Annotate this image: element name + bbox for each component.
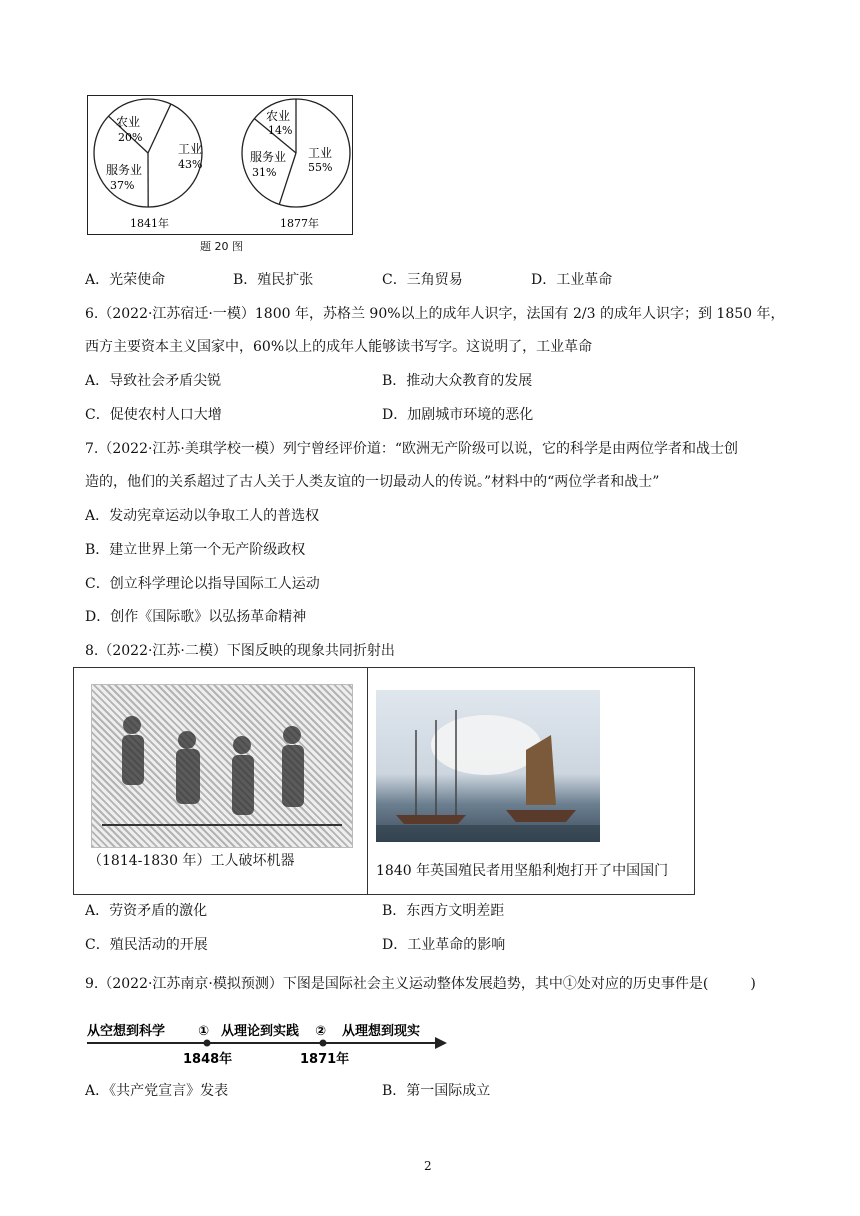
year-1871: 1871年 <box>300 1052 350 1067</box>
q9-option-a[interactable]: A．《共产党宣言》发表 <box>85 1083 229 1099</box>
pie1-slice-boundary-工业 <box>148 104 171 153</box>
stage-utopia-to-science: 从空想到科学 <box>87 1024 166 1039</box>
q7-stem-line2: 造的，他们的关系超过了古人关于人类友谊的一切最动人的传说。”材料中的“两位学者和战士” <box>85 474 660 490</box>
socialism-timeline <box>85 1013 450 1069</box>
painting-sketch <box>376 690 600 842</box>
year-1848: 1848年 <box>183 1052 233 1067</box>
q8-stem: 8.（2022·江苏·二模）下图反映的现象共同折射出 <box>85 643 395 659</box>
pie1-industry-pct: 43% <box>178 158 203 171</box>
opium-war-ships-image <box>376 690 600 842</box>
q7-option-b[interactable]: B．建立世界上第一个无产阶级政权 <box>85 542 306 558</box>
q8-option-c[interactable]: C．殖民活动的开展 <box>85 937 208 953</box>
q5-option-c[interactable]: C．三角贸易 <box>382 272 463 288</box>
pie2-service-label: 服务业 <box>250 150 287 164</box>
q6-option-a[interactable]: A．导致社会矛盾尖锐 <box>85 373 222 389</box>
pie1-agri-label: 农业 <box>116 115 141 129</box>
q8-option-b[interactable]: B．东西方文明差距 <box>382 903 505 919</box>
pie-chart-figure <box>87 95 353 235</box>
workers-breaking-machines-image <box>91 684 353 848</box>
q5-option-b[interactable]: B．殖民扩张 <box>233 272 314 288</box>
q9-stem: 9.（2022·江苏南京·模拟预测）下图是国际社会主义运动整体发展趋势，其中①处对应的历史事件是( ) <box>85 976 756 992</box>
pie2-agri-pct: 14% <box>268 124 293 137</box>
figure-caption: 题 20 图 <box>200 240 243 253</box>
stage-theory-to-practice: 从理论到实践 <box>221 1024 300 1039</box>
timeline-svg <box>85 1013 450 1069</box>
marker-2: ② <box>315 1024 327 1039</box>
q7-option-a[interactable]: A．发动宪章运动以争取工人的普选权 <box>85 508 320 524</box>
engraving-sketch <box>92 685 352 847</box>
q8-image-table <box>73 667 695 895</box>
table-divider <box>367 668 368 894</box>
pie-charts-svg <box>88 96 352 234</box>
timeline-arrowhead-icon <box>435 1037 447 1049</box>
pie1-industry-label: 工业 <box>178 142 203 156</box>
q6-option-b[interactable]: B．推动大众教育的发展 <box>382 373 533 389</box>
right-image-caption: 1840 年英国殖民者用坚船利炮打开了中国国门 <box>376 863 669 879</box>
q7-option-d[interactable]: D．创作《国际歌》以弘扬革命精神 <box>85 609 307 625</box>
pie2-agri-label: 农业 <box>266 109 291 123</box>
q6-option-c[interactable]: C．促使农村人口大增 <box>85 407 222 423</box>
stage-ideal-to-reality: 从理想到现实 <box>342 1024 421 1039</box>
pie1-service-label: 服务业 <box>106 163 143 177</box>
q6-stem-line1: 6.（2022·江苏宿迁·一模）1800 年，苏格兰 90%以上的成年人识字，法国有 2/3 的成年人识字；到 1850 年， <box>85 306 785 322</box>
pie2-year: 1877年 <box>280 217 319 230</box>
q7-stem-line1: 7.（2022·江苏·美琪学校一模）列宁曾经评价道：“欧洲无产阶级可以说，它的科学是由两位学者和战士创 <box>85 441 739 457</box>
pie1-agri-pct: 20% <box>118 131 143 144</box>
pie2-industry-pct: 55% <box>308 161 333 174</box>
timeline-dot-1848 <box>204 1040 211 1047</box>
q6-stem-line2: 西方主要资本主义国家中，60%以上的成年人能够读书写字。这说明了，工业革命 <box>85 339 593 355</box>
q5-option-a[interactable]: A．光荣使命 <box>85 272 166 288</box>
page-number: 2 <box>424 1159 432 1173</box>
q5-option-d[interactable]: D．工业革命 <box>531 272 613 288</box>
timeline-dot-1871 <box>320 1040 327 1047</box>
q6-option-d[interactable]: D．加剧城市环境的恶化 <box>382 407 534 423</box>
pie2-service-pct: 31% <box>252 166 277 179</box>
q9-option-b[interactable]: B．第一国际成立 <box>382 1083 491 1099</box>
marker-1: ① <box>198 1024 210 1039</box>
q8-option-a[interactable]: A．劳资矛盾的激化 <box>85 903 208 919</box>
q7-option-c[interactable]: C．创立科学理论以指导国际工人运动 <box>85 576 320 592</box>
q8-option-d[interactable]: D．工业革命的影响 <box>382 937 506 953</box>
pie2-industry-label: 工业 <box>308 146 333 160</box>
left-image-caption: （1814-1830 年）工人破坏机器 <box>88 853 295 869</box>
pie1-service-pct: 37% <box>110 179 135 192</box>
pie1-year: 1841年 <box>130 217 169 230</box>
